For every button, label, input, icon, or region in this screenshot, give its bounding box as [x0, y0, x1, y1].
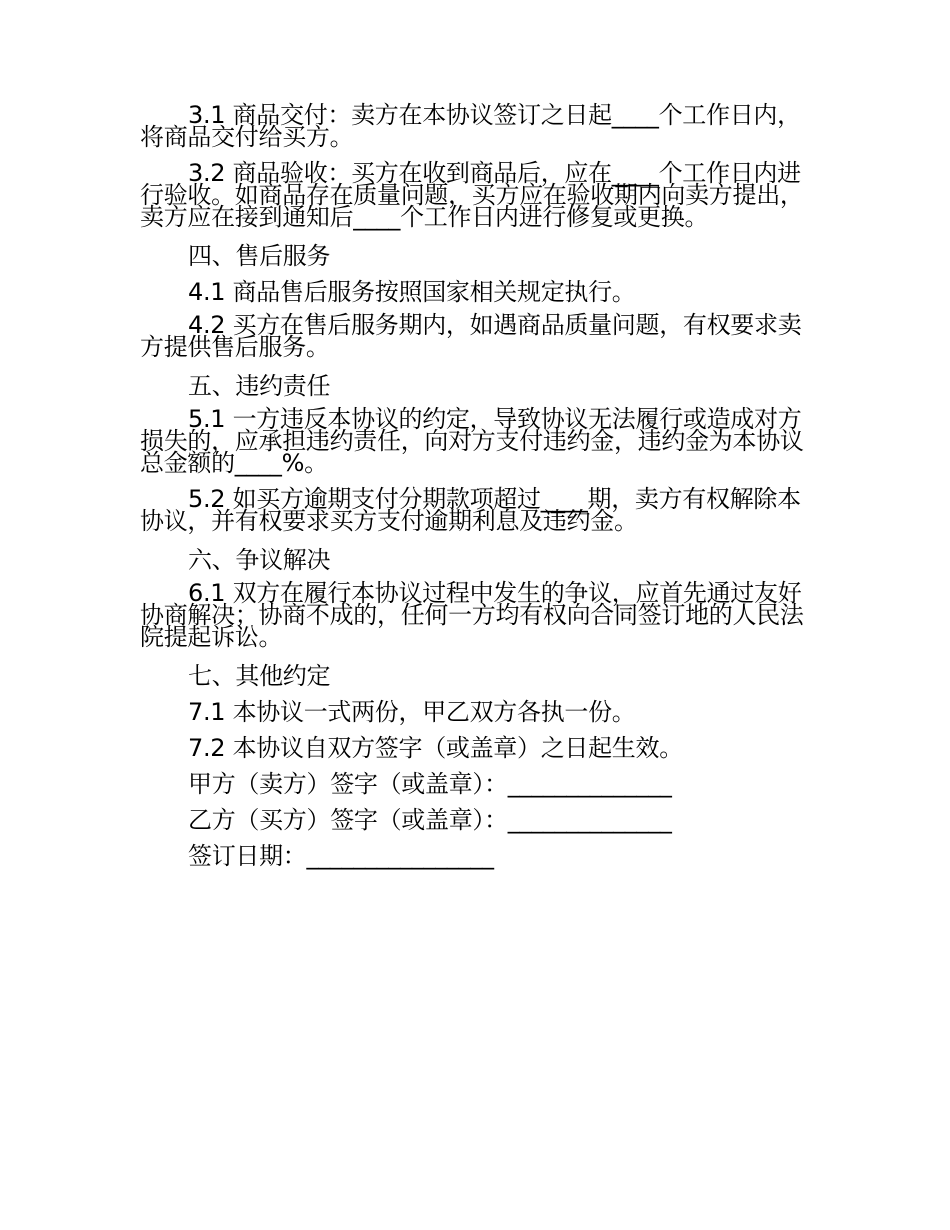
clause-7-1: 7.1 本协议一式两份，甲乙双方各执一份。 [188, 698, 636, 726]
clause-7-2: 7.2 本协议自双方签字（或盖章）之日起生效。 [188, 734, 683, 762]
clause-5-1: 5.1 一方违反本协议的约定，导致协议无法履行或造成对方损失的，应承担违约责任，向对方支付违约金，违约金为本协议总金额的____%。 [140, 405, 804, 477]
section-heading-dispute: 六、争议解决 [188, 546, 331, 574]
signature-party-b: 乙方（买方）签字（或盖章）：______________ [188, 806, 672, 834]
clause-4-2: 4.2 买方在售后服务期内，如遇商品质量问题，有权要求卖方提供售后服务。 [140, 311, 802, 361]
clause-5-2: 5.2 如买方逾期支付分期款项超过____期，卖方有权解除本协议，并有权要求买方支付逾期利息及违约金。 [140, 485, 801, 535]
document-page [140, 101, 812, 878]
section-heading-after-sales: 四、售后服务 [188, 242, 331, 270]
clause-6-1: 6.1 双方在履行本协议过程中发生的争议，应首先通过友好协商解决；协商不成的，任何一方均有权向合同签订地的人民法院提起诉讼。 [140, 579, 804, 651]
clause-4-1: 4.1 商品售后服务按照国家相关规定执行。 [188, 278, 636, 306]
clause-3-2: 3.2 商品验收：买方在收到商品后，应在____个工作日内进行验收。如商品存在质量问题，买方应在验收期内向卖方提出，卖方应在接到通知后____个工作日内进行修复或更换。 [140, 159, 804, 231]
signing-date: 签订日期：________________ [188, 842, 494, 870]
clause-3-1: 3.1 商品交付：卖方在本协议签订之日起____个工作日内，将商品交付给买方。 [140, 101, 801, 151]
signature-party-a: 甲方（卖方）签字（或盖章）：______________ [188, 770, 672, 798]
section-heading-liability: 五、违约责任 [188, 372, 331, 400]
section-heading-other: 七、其他约定 [188, 662, 331, 690]
